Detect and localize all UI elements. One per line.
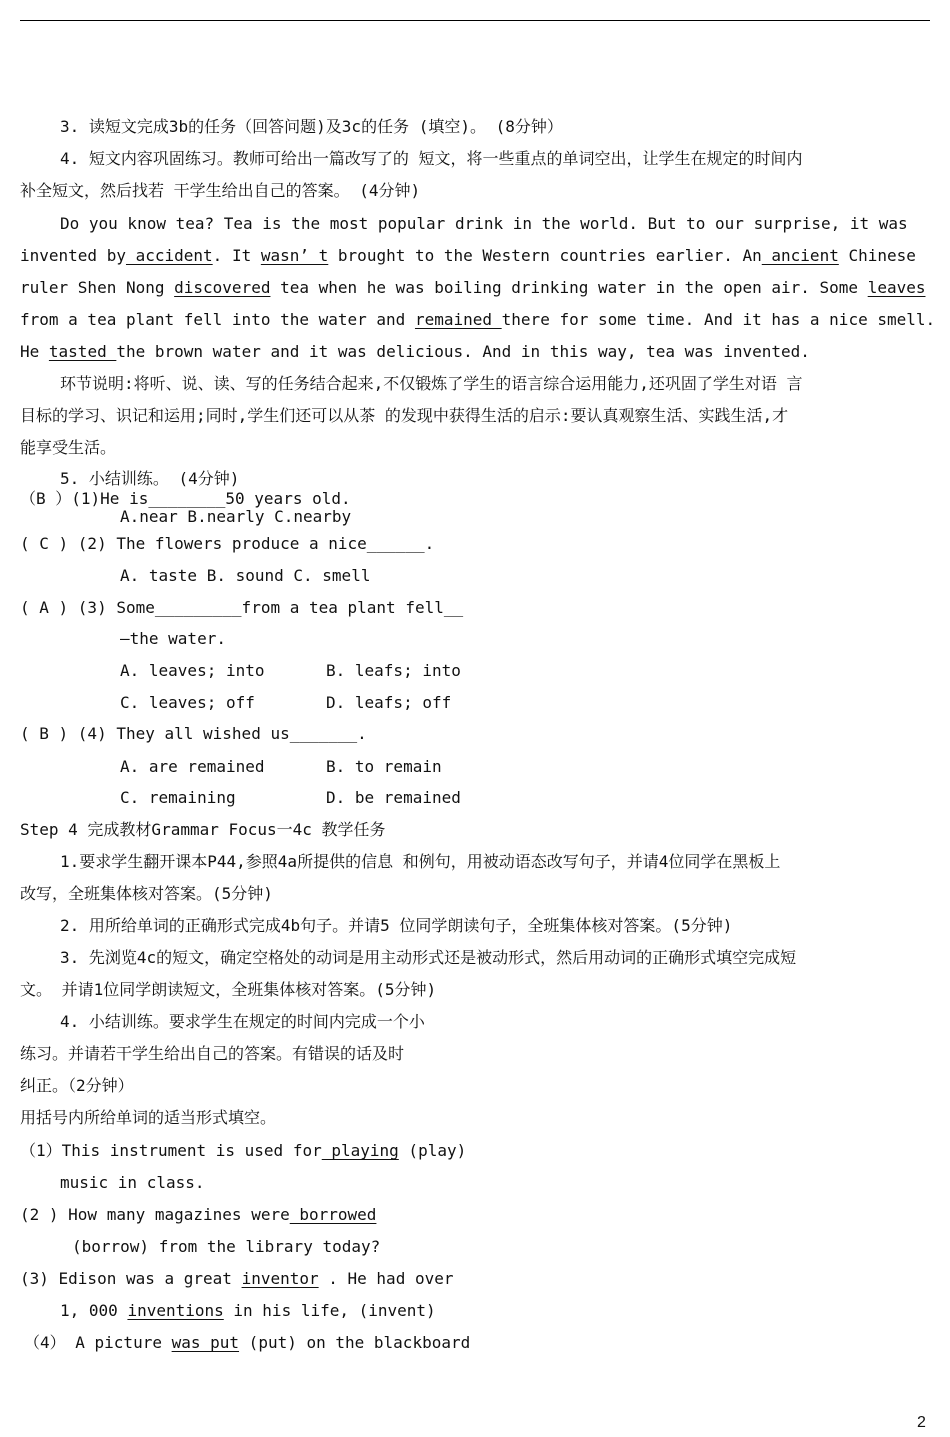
fill-3-continued: 1, 000 inventions in his life, (invent) <box>60 1301 436 1320</box>
step-4-item-3-line-2: 文。 并请1位同学朗读短文，全班集体核对答案。(5分钟) <box>20 980 437 999</box>
fill-1: （1）This instrument is used for playing (play) <box>20 1141 467 1160</box>
note-line-2: 目标的学习、识记和运用;同时,学生们还可以从茶 的发现中获得生活的启示:要认真观察生活、实践生活,才 <box>20 406 789 425</box>
question-1-options: A.near B.nearly C.nearby <box>120 507 352 526</box>
item-4-line-2: 补全短文，然后找若 干学生给出自己的答案。 (4分钟) <box>20 181 421 200</box>
passage-line-1: Do you know tea? Tea is the most popular drink in the world. But to our surprise, it was <box>60 214 908 233</box>
item-4-line-1: 4. 短文内容巩固练习。教师可给出一篇改写了的 短文，将一些重点的单词空出，让学生在规定的时间内 <box>60 149 803 168</box>
answer-remained: remained <box>414 310 502 329</box>
note-line-1: 环节说明:将听、说、读、写的任务结合起来,不仅锻炼了学生的语言综合运用能力,还巩固了学生对语 言 <box>60 374 803 393</box>
page-number: 2 <box>917 1414 926 1431</box>
passage-line-4: from a tea plant fell into the water and remained there for some time. And it has a nice smell. <box>20 310 936 329</box>
question-3-continued: —the water. <box>120 629 226 648</box>
step-4-item-1-line-1: 1.要求学生翻开课本P44,参照4a所提供的信息 和例句，用被动语态改写句子，并请4位同学在黑板上 <box>60 852 781 871</box>
question-3-option-c: C. leaves; off <box>120 693 255 712</box>
note-line-3: 能享受生活。 <box>20 438 117 457</box>
summary-title: 5. 小结训练。 (4分钟) <box>60 469 240 488</box>
item-3: 3. 读短文完成3b的任务（回答问题)及3c的任务 (填空)。 (8分钟） <box>60 117 563 136</box>
fill-2-answer: borrowed <box>289 1205 377 1224</box>
question-4-option-a: A. are remained <box>120 757 265 776</box>
question-3-option-a: A. leaves; into <box>120 661 265 680</box>
question-3: ( A ) (3) Some_________from a tea plant fell__ <box>20 598 464 617</box>
question-1: （B ）(1)He is________50 years old. <box>20 489 351 508</box>
fill-3: (3) Edison was a great inventor . He had over <box>20 1269 454 1288</box>
answer-wasnt: wasn’ t <box>260 246 329 265</box>
fill-4: （4） A picture was put (put) on the blackboard <box>24 1333 471 1352</box>
answer-ancient: ancient <box>761 246 839 265</box>
fill-1-answer: playing <box>321 1141 399 1160</box>
step-4-title: Step 4 完成教材Grammar Focus一4c 教学任务 <box>20 820 386 839</box>
step-4-item-3-line-1: 3. 先浏览4c的短文，确定空格处的动词是用主动形式还是被动形式，然后用动词的正确形式填空完成短 <box>60 948 797 967</box>
fill-3b-answer: inventions <box>127 1301 224 1320</box>
question-2-options: A. taste B. sound C. smell <box>120 566 371 585</box>
step-4-item-1-line-2: 改写，全班集体核对答案。(5分钟) <box>20 884 273 903</box>
passage-line-3: ruler Shen Nong discovered tea when he was boiling drinking water in the open air. Some leaves <box>20 278 926 297</box>
step-4-item-4-line-3: 纠正。（2分钟） <box>20 1076 134 1095</box>
answer-tasted: tasted <box>48 342 117 361</box>
question-4-option-b: B. to remain <box>326 757 442 776</box>
fill-2-continued: (borrow) from the library today? <box>72 1237 381 1256</box>
fill-2: (2 ) How many magazines were borrowed <box>20 1205 377 1224</box>
answer-discovered: discovered <box>174 278 271 297</box>
question-4-option-c: C. remaining <box>120 788 236 807</box>
step-4-item-2: 2. 用所给单词的正确形式完成4b句子。并请5 位同学朗读句子，全班集体核对答案。(5分钟) <box>60 916 733 935</box>
step-4-item-4-line-2: 练习。并请若干学生给出自己的答案。有错误的话及时 <box>20 1044 405 1063</box>
passage-line-2: invented by accident. It wasn’ t brought to the Western countries earlier. An ancient Chinese <box>20 246 916 265</box>
question-3-option-d: D. leafs; off <box>326 693 452 712</box>
question-4-option-d: D. be remained <box>326 788 461 807</box>
fill-3-answer: inventor <box>241 1269 319 1288</box>
fill-1-continued: music in class. <box>60 1173 205 1192</box>
question-2: ( C ) (2) The flowers produce a nice______. <box>20 534 435 553</box>
fill-4-answer: was put <box>171 1333 240 1352</box>
fill-instruction: 用括号内所给单词的适当形式填空。 <box>20 1108 277 1127</box>
question-3-option-b: B. leafs; into <box>326 661 461 680</box>
step-4-item-4-line-1: 4. 小结训练。要求学生在规定的时间内完成一个小 <box>60 1012 425 1031</box>
answer-leaves: leaves <box>867 278 926 297</box>
header-rule <box>20 20 930 21</box>
answer-accident: accident <box>125 246 213 265</box>
passage-line-5: He tasted the brown water and it was delicious. And in this way, tea was invented. <box>20 342 810 361</box>
question-4: ( B ) (4) They all wished us_______. <box>20 724 367 743</box>
